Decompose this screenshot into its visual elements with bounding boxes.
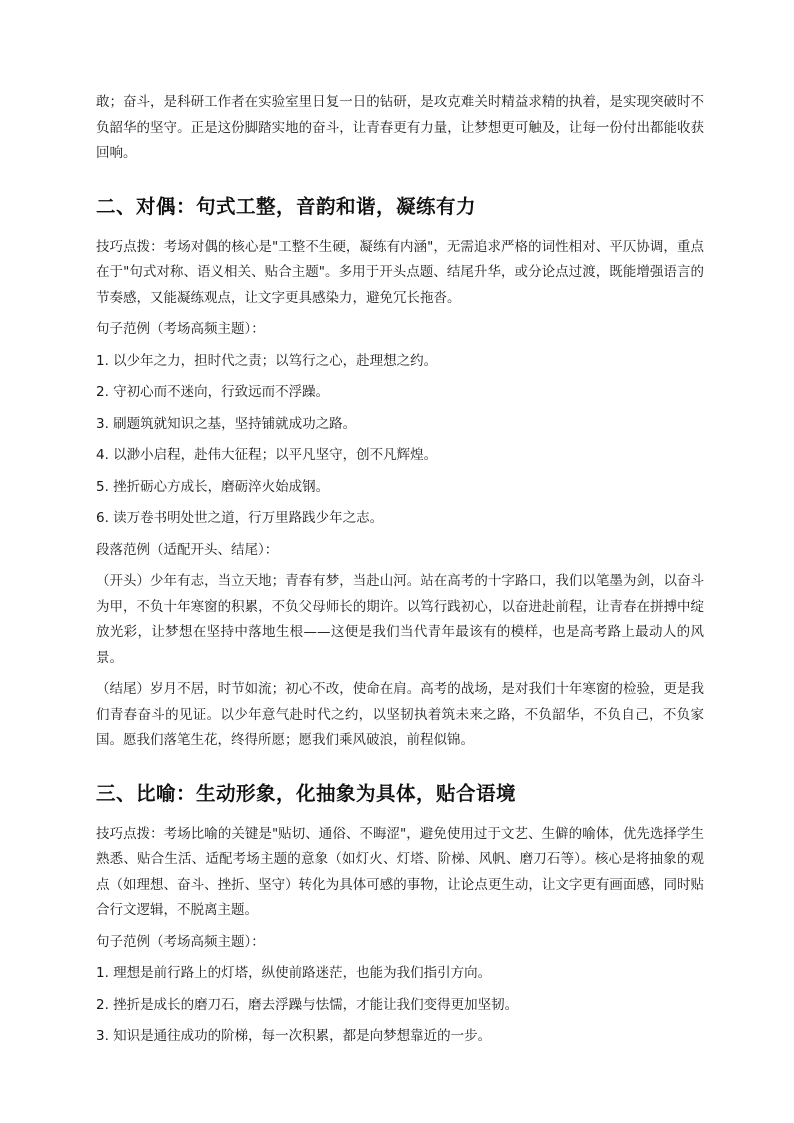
section2-sentence-item: 1. 以少年之力，担时代之责；以笃行之心，赴理想之约。 (96, 352, 438, 369)
section2-closing-paragraph: （结尾）岁月不居，时节如流；初心不改，使命在肩。高考的战场，是对我们十年寒窗的检验，更是我们青春奋斗的见证。以少年意气赴时代之约，以坚韧执着筑未来之路，不负韶华，不负自己，不负家国。愿我们落笔生花，终得所愿；愿我们乘风破浪，前程似锦。 (96, 681, 704, 748)
section3-heading: 三、比喻：生动形象，化抽象为具体，贴合语境 (96, 781, 517, 805)
section2-opening-paragraph: （开头）少年有志，当立天地；青春有梦，当赴山河。站在高考的十字路口，我们以笔墨为剑，以奋斗为甲，不负十年寒窗的积累，不负父母师长的期许。以笃行践初心，以奋进赴前程，让青春在拼搏中绽放光彩，让梦想在坚持中落地生根——这便是我们当代青年最该有的模样，也是高考路上最动人的风景。 (96, 573, 704, 666)
section2-heading: 二、对偶：句式工整，音韵和谐，凝练有力 (96, 194, 477, 218)
section2-sentence-item: 2. 守初心而不迷向，行致远而不浮躁。 (96, 384, 330, 400)
section2-tip: 技巧点拨：考场对偶的核心是"工整不生硬，凝练有内涵"，无需追求严格的词性相对、平仄协调，重点在于"句式对称、语义相关、贴合主题"。多用于开头点题、结尾升华，或分论点过渡，既能增强语言的节奏感，又能凝练观点，让文字更具感染力，避免冗长拖沓。 (96, 238, 704, 306)
section2-paragraph-label: 段落范例（适配开头、结尾）： (96, 541, 279, 558)
section3-tip: 技巧点拨：考场比喻的关键是"贴切、通俗、不晦涩"，避免使用过于文艺、生僻的喻体，优先选择学生熟悉、贴合生活、适配考场主题的意象（如灯火、灯塔、阶梯、风帆、磨刀石等）。核心是将抽象的观点（如理想、奋斗、挫折、坚守）转化为具体可感的事物，让论点更生动，让文字更有画面感，同时贴合行文逻辑，不脱离主题。 (96, 825, 704, 918)
intro-paragraph: 敢；奋斗，是科研工作者在实验室里日复一日的钻研，是攻克难关时精益求精的执着，是实现突破时不负韶华的坚守。正是这份脚踏实地的奋斗，让青春更有力量，让梦想更可触及，让每一份付出都能收获回响。 (96, 94, 704, 161)
section3-sentence-label: 句子范例（考场高频主题）： (96, 933, 265, 950)
section3-sentence-item: 3. 知识是通往成功的阶梯，每一次积累，都是向梦想靠近的一步。 (96, 1028, 492, 1044)
section2-sentence-item: 4. 以渺小启程，赴伟大征程；以平凡坚守，创不凡辉煌。 (96, 447, 438, 463)
section2-sentence-item: 5. 挫折砺心方成长，磨砺淬火始成钢。 (96, 478, 330, 495)
section2-sentence-item: 3. 刷题筑就知识之基，坚持铺就成功之路。 (96, 415, 357, 432)
document-page (96, 90, 704, 1056)
section2-sentence-label: 句子范例（考场高频主题）： (96, 321, 265, 337)
section3-sentence-item: 1. 理想是前行路上的灯塔，纵使前路迷茫，也能为我们指引方向。 (96, 965, 492, 981)
section3-sentence-item: 2. 挫折是成长的磨刀石，磨去浮躁与怯懦，才能让我们变得更加坚韧。 (96, 996, 519, 1013)
section2-sentence-item: 6. 读万卷书明处世之道，行万里路践少年之志。 (96, 510, 384, 526)
